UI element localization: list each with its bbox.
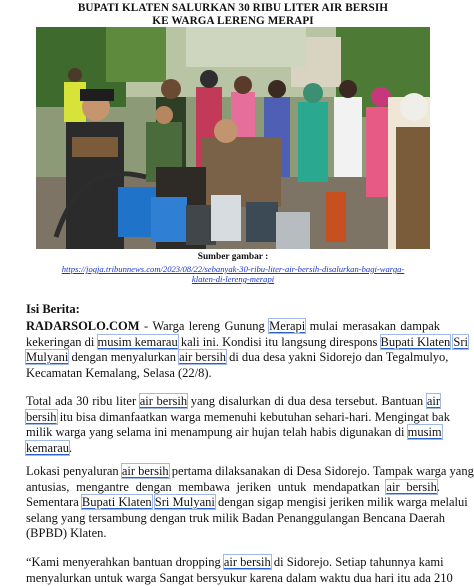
source-brand: RADARSOLO.COM	[26, 319, 140, 333]
keyword-link[interactable]: kemarau	[26, 440, 70, 455]
keyword-link[interactable]: Sri Mulyani	[154, 495, 215, 509]
keyword-link[interactable]: air bersih	[386, 479, 437, 494]
body-text: Total ada 30 ribu liter	[26, 394, 140, 408]
paragraph-line	[26, 394, 440, 409]
photo-source-link-continued[interactable]: klaten-di-lereng-merapi	[191, 274, 275, 284]
paragraph-line	[26, 495, 468, 510]
body-text: kali ini. Kondisi itu langsung direspons	[177, 334, 381, 349]
body-text: di Sidorejo. Setiap tahunnya kami	[270, 555, 444, 569]
keyword-link[interactable]: Bupati Klaten	[380, 334, 451, 349]
paragraph-line	[26, 319, 440, 334]
body-text: Sementara	[26, 495, 82, 509]
body-text: yang disalurkan di dua desa tersebut. Bantuan	[187, 394, 427, 408]
body-text: mulai merasakan dampak	[305, 319, 440, 333]
body-text: (BPBD) Klaten.	[26, 526, 107, 540]
paragraph-line	[26, 425, 440, 440]
paragraph-line	[26, 409, 450, 425]
paragraph-line	[26, 570, 453, 586]
keyword-link[interactable]: Merapi	[269, 319, 306, 333]
paragraph-line	[26, 526, 440, 541]
keyword-link[interactable]: air	[426, 394, 440, 408]
news-photo	[36, 27, 430, 249]
keyword-link[interactable]: musim kemarau	[97, 334, 178, 349]
paragraph-line	[26, 510, 445, 526]
keyword-link[interactable]: Mulyani	[26, 350, 69, 364]
article-title-line-1: BUPATI KLATEN SALURKAN 30 RIBU LITER AIR BERSIH	[77, 2, 389, 14]
keyword-link[interactable]: air bersih	[223, 555, 271, 569]
keyword-link[interactable]: Sri	[453, 334, 468, 349]
body-text: - Warga lereng Gunung	[139, 319, 270, 333]
keyword-link[interactable]: air bersih	[179, 350, 226, 364]
body-text: .	[436, 479, 440, 494]
body-text: dengan menyalurkan	[68, 350, 180, 364]
body-text: di dua desa yakni Sidorejo dan Tegalmulyo,	[225, 350, 449, 364]
body-text: pertama dilaksanakan di Desa Sidorejo. Tampak warga yang	[168, 464, 474, 478]
body-text: .	[69, 440, 73, 455]
paragraph-line	[26, 555, 444, 570]
body-text: milik warga yang selama ini menampung air hujan telah habis digunakan di	[26, 425, 408, 439]
body-text: kekeringan di	[26, 334, 98, 349]
paragraph-line	[26, 366, 440, 381]
paragraph-line	[26, 464, 474, 479]
body-text: selang yang tersambung dengan truk milik Badan Penanggulangan Bencana Daerah	[26, 510, 445, 525]
body-text: Kecamatan Kemalang, Selasa (22/8).	[26, 365, 212, 380]
body-text: menyalurkan untuk warga Sangat bersyukur karena dalam waktu dua hari itu ada 210	[26, 570, 453, 585]
body-text: dengan sigap mengisi jeriken milik warga melalui	[214, 495, 468, 509]
body-text: itu bisa dimanfaatkan warga memenuhi kebutuhan sehari-hari. Mengingat bak	[56, 409, 450, 424]
body-text: Lokasi penyaluran	[26, 464, 122, 478]
keyword-link[interactable]: air bersih	[139, 394, 188, 408]
keyword-link[interactable]: air bersih	[121, 464, 169, 478]
paragraph-line	[26, 334, 468, 350]
keyword-link[interactable]: bersih	[26, 409, 57, 424]
body-text: antusias, mengantre dengan membawa jeriken untuk mendapatkan	[26, 479, 387, 494]
body-text: “Kami menyerahkan bantuan dropping	[26, 555, 224, 569]
paragraph-line	[26, 350, 449, 365]
paragraph-line	[26, 480, 440, 495]
paragraph-line	[26, 441, 440, 456]
section-heading: Isi Berita:	[26, 302, 80, 316]
photo-source-link[interactable]: https://jogja.tribunnews.com/2023/08/22/sebanyak-30-ribu-liter-air-bersih-disalurkan-bagi-warga-	[61, 264, 405, 274]
keyword-link[interactable]: musim	[407, 425, 442, 439]
article-title-line-2: KE WARGA LERENG MERAPI	[152, 15, 314, 27]
keyword-link[interactable]: Bupati Klaten	[81, 495, 152, 509]
photo-source-label: Sumber gambar :	[197, 252, 269, 262]
